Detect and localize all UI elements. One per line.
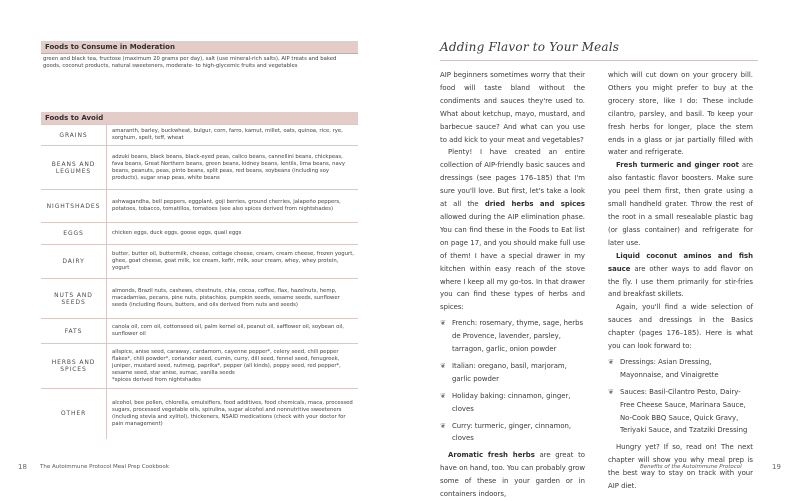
category-items: almonds, Brazil nuts, cashews, chestnuts, chia, cocoa, coffee, flax, hazelnuts, hemp, macadamias, pecans, pine nuts, pistachios, pumpkin seeds, sesame seeds, sunflower seeds (including flours, butters, and oils derived from nuts and seeds) <box>107 279 359 319</box>
paragraph: Fresh turmeric and ginger root are also fantastic flavor boosters. Make sure you peel them first, then grate using a small handheld grater. Throw the rest of the root in a small resealable plastic bag (or glass container) and refrigerate for later use. <box>608 161 753 247</box>
column-1 <box>440 69 585 501</box>
folio-left: The Autoimmune Protocol Meal Prep Cookbook <box>40 464 169 470</box>
leaf-icon: ❦ <box>440 361 446 370</box>
page-number-left: 18 <box>18 463 27 471</box>
category-items: alcohol, bee pollen, chlorella, emulsifiers, food additives, food chemicals, maca, processed sugars, processed vegetable oils, spirulina, sugar alcohol and nonnutritive sweeteners (including stevia and xylitol), thickeners, NSAID medications (check with your doctor for pain management) <box>107 389 359 439</box>
section-title: Adding Flavor to Your Meals <box>440 40 620 54</box>
title-divider <box>440 60 758 61</box>
sauce-list <box>608 356 753 437</box>
list-item: ❦ Holiday baking: cinnamon, ginger, cloves <box>440 390 585 416</box>
category-label: FATS <box>41 319 107 344</box>
right-page <box>400 0 800 499</box>
page-number-right: 19 <box>772 463 781 471</box>
category-label: GRAINS <box>41 125 107 146</box>
category-items: butter, butter oil, buttermilk, cheese, cottage cheese, cream, cream cheese, frozen yogurt, ghee, goat cheese, goat milk, ice cream, kefir, milk, sour cream, whey, whey protein, yogurt <box>107 245 359 279</box>
table-row <box>41 389 358 439</box>
folio-right: Benefits of the Autoimmune Protocol <box>640 464 742 470</box>
category-items: chicken eggs, duck eggs, goose eggs, quail eggs <box>107 223 359 245</box>
paragraph: Hungry yet? If so, read on! The next chapter will show you why meal prep is the best way to stay on track with your AIP diet. <box>608 443 753 491</box>
list-item: ❦ Curry: turmeric, ginger, cinnamon, cloves <box>440 420 585 446</box>
category-label: DAIRY <box>41 245 107 279</box>
list-item: ❦ French: rosemary, thyme, sage, herbs de Provence, lavender, parsley, tarragon, garlic, onion powder <box>440 317 585 356</box>
herbs-items-text: allspice, anise seed, caraway, cardamom, cayenne pepper*, celery seed, chili pepper flakes*, chili powder*, coriander seed, cumin, curry, dill seed, fennel seed, fenugreek, juniper, mustard seed, nutmeg, paprika*, pepper (all kinds), poppy seed, red pepper*, sesame seed, star anise, sumac, vanilla seeds <box>112 348 341 376</box>
category-items: amaranth, barley, buckwheat, bulgur, corn, farro, kamut, millet, oats, quinoa, rice, rye, sorghum, spelt, teff, wheat <box>107 125 359 146</box>
list-item: ❦ Italian: oregano, basil, marjoram, garlic powder <box>440 360 585 386</box>
category-items <box>107 344 359 389</box>
list-item: ❦ Sauces: Basil-Cilantro Pesto, Dairy-Free Cheese Sauce, Marinara Sauce, No-Cook BBQ Sauce, Quick Gravy, Teriyaki Sauce, and Tzatziki Dressing <box>608 386 753 438</box>
list-item: ❦ Dressings: Asian Dressing, Mayonnaise, and Vinaigrette <box>608 356 753 382</box>
category-label: OTHER <box>41 389 107 439</box>
paragraph: Again, you'll find a wide selection of sauces and dressings in the Basics chapter (pages 176–185). Here is what you can look forward to: <box>608 303 753 351</box>
table-row <box>41 125 358 146</box>
leaf-icon: ❦ <box>440 421 446 430</box>
category-label: NIGHTSHADES <box>41 190 107 223</box>
table-row <box>41 319 358 344</box>
moderation-box <box>41 41 358 83</box>
leaf-icon: ❦ <box>608 357 614 366</box>
category-label: EGGS <box>41 223 107 245</box>
category-items: adzuki beans, black beans, black-eyed peas, calico beans, cannellini beans, chickpeas, fava beans, Great Northern beans, green beans, kidney beans, lentils, lima beans, navy beans, peanuts, peas, pinto beans, split peas, red beans, soybeans (including soy products), sugar snap peas, white beans <box>107 146 359 190</box>
category-label: BEANS AND LEGUMES <box>41 146 107 190</box>
category-items: canola oil, corn oil, cottonseed oil, palm kernel oil, peanut oil, safflower oil, soybean oil, sunflower oil <box>107 319 359 344</box>
table-row <box>41 146 358 190</box>
leaf-icon: ❦ <box>440 319 446 328</box>
table-row <box>41 190 358 223</box>
left-page <box>0 0 400 493</box>
category-label: NUTS AND SEEDS <box>41 279 107 319</box>
nightshade-note: *spices derived from nightshades <box>112 376 201 383</box>
column-2 <box>608 69 753 493</box>
paragraph: Liquid coconut aminos and fish sauce are other ways to add flavor on the fly. I use them primarily for stir-fries and breakfast skillets. <box>608 251 753 299</box>
table-row <box>41 279 358 319</box>
leaf-icon: ❦ <box>608 387 614 396</box>
leaf-icon: ❦ <box>440 391 446 400</box>
avoid-title: Foods to Avoid <box>41 112 358 124</box>
moderation-title: Foods to Consume in Moderation <box>41 41 358 54</box>
paragraph: AIP beginners sometimes worry that their food will taste bland without the condiments and sauces they're used to. What about ketchup, mayo, mustard, and barbecue sauce? And what can you use to add kick to your meat and vegetables? <box>440 71 585 144</box>
avoid-table <box>41 112 358 439</box>
paragraph: Aromatic fresh herbs are great to have on hand, too. You can probably grow some of these in your garden or in containers indoors, <box>440 451 585 499</box>
category-label: HERBS AND SPICES <box>41 344 107 389</box>
herb-list <box>440 317 585 445</box>
table-row <box>41 245 358 279</box>
paragraph: Plenty! I have created an entire collection of AIP-friendly basic sauces and dressings (see pages 176–185) that I'm sure you'll love. But first, let's take a look at all the dried herbs and spices allowed during the AIP elimination phase. You can find these in the Foods to Eat list on page 17, and you should make full use of them! I have a special drawer in my kitchen within easy reach of the stove where I keep all my go-tos. In that drawer you can find these types of herbs and spices: <box>440 148 586 312</box>
paragraph: which will cut down on your grocery bill. Others you might prefer to buy at the grocery store, like I do: These include cilantro, parsley, and basil. To keep your fresh herbs for longer, place the stem ends in a glass or jar partially filled with water and refrigerate. <box>608 71 753 157</box>
table-row <box>41 223 358 245</box>
table-row <box>41 344 358 389</box>
category-items: ashwagandha, bell peppers, eggplant, goji berries, ground cherries, jalapeño peppers, potatoes, tobacco, tomatillos, tomatoes (see also spices derived from nightshades) <box>107 190 359 223</box>
moderation-body: green and black tea, fructose (maximum 20 grams per day), salt (use mineral-rich salts), AIP treats and baked goods, coconut products, natural sweeteners, moderate- to high-glycemic fruits and vegetables <box>43 56 337 69</box>
